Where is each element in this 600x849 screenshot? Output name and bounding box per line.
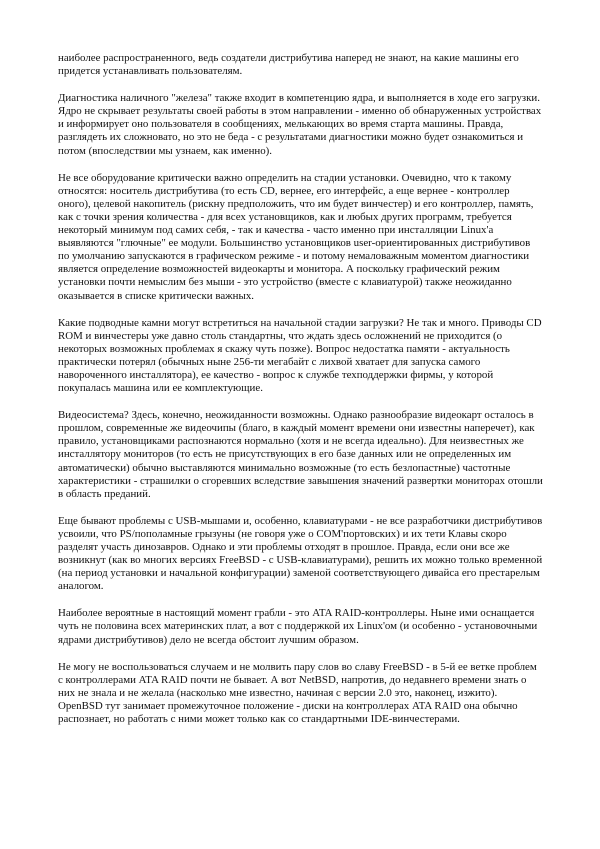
paragraph-8: Не могу не воспользоваться случаем и не молвить пару слов во славу FreeBSD - в 5-й ее ветке проблем с контроллерами ATA RAID почти не бывает. А вот NetBSD, напротив, до недавнего времени знать о них не знала и не желала (насколько мне известно, начиная с версии 2.0 это, наконец, изжито). OpenBSD тут занимает промежуточное положение - диски на контроллерах ATA RAID она обычно распознает, но работать с ними может только как со стандартными IDE-винчестерами. [58,660,537,726]
paragraph-1: наиболее распространенного, ведь создатели дистрибутива наперед не знают, на какие машины его придется устанавливать пользователям. [58,52,519,78]
paragraph-4: Какие подводные камни могут встретиться на начальной стадии загрузки? Не так и много. Приводы CD ROM и винчестеры уже давно столь стандартны, что ждать здесь осложнений не приходится (о некоторых возможных проблемах я скажу чуть позже). Вопрос недостатка памяти - актуальность практически потерял (обычных ныне 256-ти мегабайт с лихвой хватает для запуска самого навороченного инсталлятора), ее качество - вопрос к службе техподдержки фирмы, у которой покупалась машина или ее комплектующие. [58,316,542,395]
paragraph-5: Видеосистема? Здесь, конечно, неожиданности возможны. Однако разнообразие видеокарт осталось в прошлом, современные же видеочипы (благо, в каждый момент времени они известны наперечет), как правило, установщиками распознаются нормально (хотя и не всегда идеально). Для неизвестных же инсталлятору мониторов (то есть не присутствующих в его базе данных или не определенных им автоматически) обычно выставляются минимально возможные (то есть безлопастные) частотные характеристики - страшилки о сгоревших вследствие завышения значений развертки мониторах отошли в область преданий. [58,409,543,500]
paragraph-7: Наиболее вероятные в настоящий момент грабли - это ATA RAID-контроллеры. Ныне ими оснащается чуть не половина всех материнских плат, а вот с поддержкой их Linux'ом (и особенно - установочными ядрами дистрибутивов) дело не всегда обстоит лучшим образом. [58,607,538,646]
paragraph-6: Еще бывают проблемы с USB-мышами и, особенно, клавиатурами - не все разработчики дистрибутивов усвоили, что PS/пополамные грызуны (не говоря уже о COM'портовских) и их тети Клавы скоро разделят участь динозавров. Однако и эти проблемы отходят в прошлое. Правда, если они все же возникнут (как во многих версиях FreeBSD - с USB-клавиатурами), решить их можно только временной (на период установки и начальной конфигурации) заменой соответствующего дивайса его престарелым аналогом. [58,514,543,593]
document-page [58,52,544,740]
paragraph-3: Не все оборудование критически важно определить на стадии установки. Очевидно, что к такому относятся: носитель дистрибутива (то есть CD, вернее, его интерфейс, а еще вернее - контроллер оного), целевой накопитель (рискну предположить, что им будет винчестер) и его контроллер, память, как с точки зрения количества - для всех установщиков, как и любых других программ, требуется некоторый минимум под самих себя, - так и качества - часто именно при инсталляции Linux'а выявляются "глючные" ее модули. Большинство установщиков user-ориентированных дистрибутивов по умолчанию запускаются в графическом режиме - и потому немаловажным моментом диагностики является определение возможностей видеокарты и монитора. А поскольку графический режим установки почти немыслим без мыши - это устройство (вместе с клавиатурой) также неожиданно оказывается в списке критически важных. [58,171,534,302]
paragraph-2: Диагностика наличного "железа" также входит в компетенцию ядра, и выполняется в ходе его загрузки. Ядро не скрывает результаты своей работы в этом направлении - именно об обнаруженных устройствах и информирует оно пользователя в сообщениях, мелькающих во время старта машины. Правда, разглядеть их сложновато, но это не беда - с результатами диагностики можно будет ознакомиться и потом (впоследствии мы узнаем, как именно). [58,92,542,157]
